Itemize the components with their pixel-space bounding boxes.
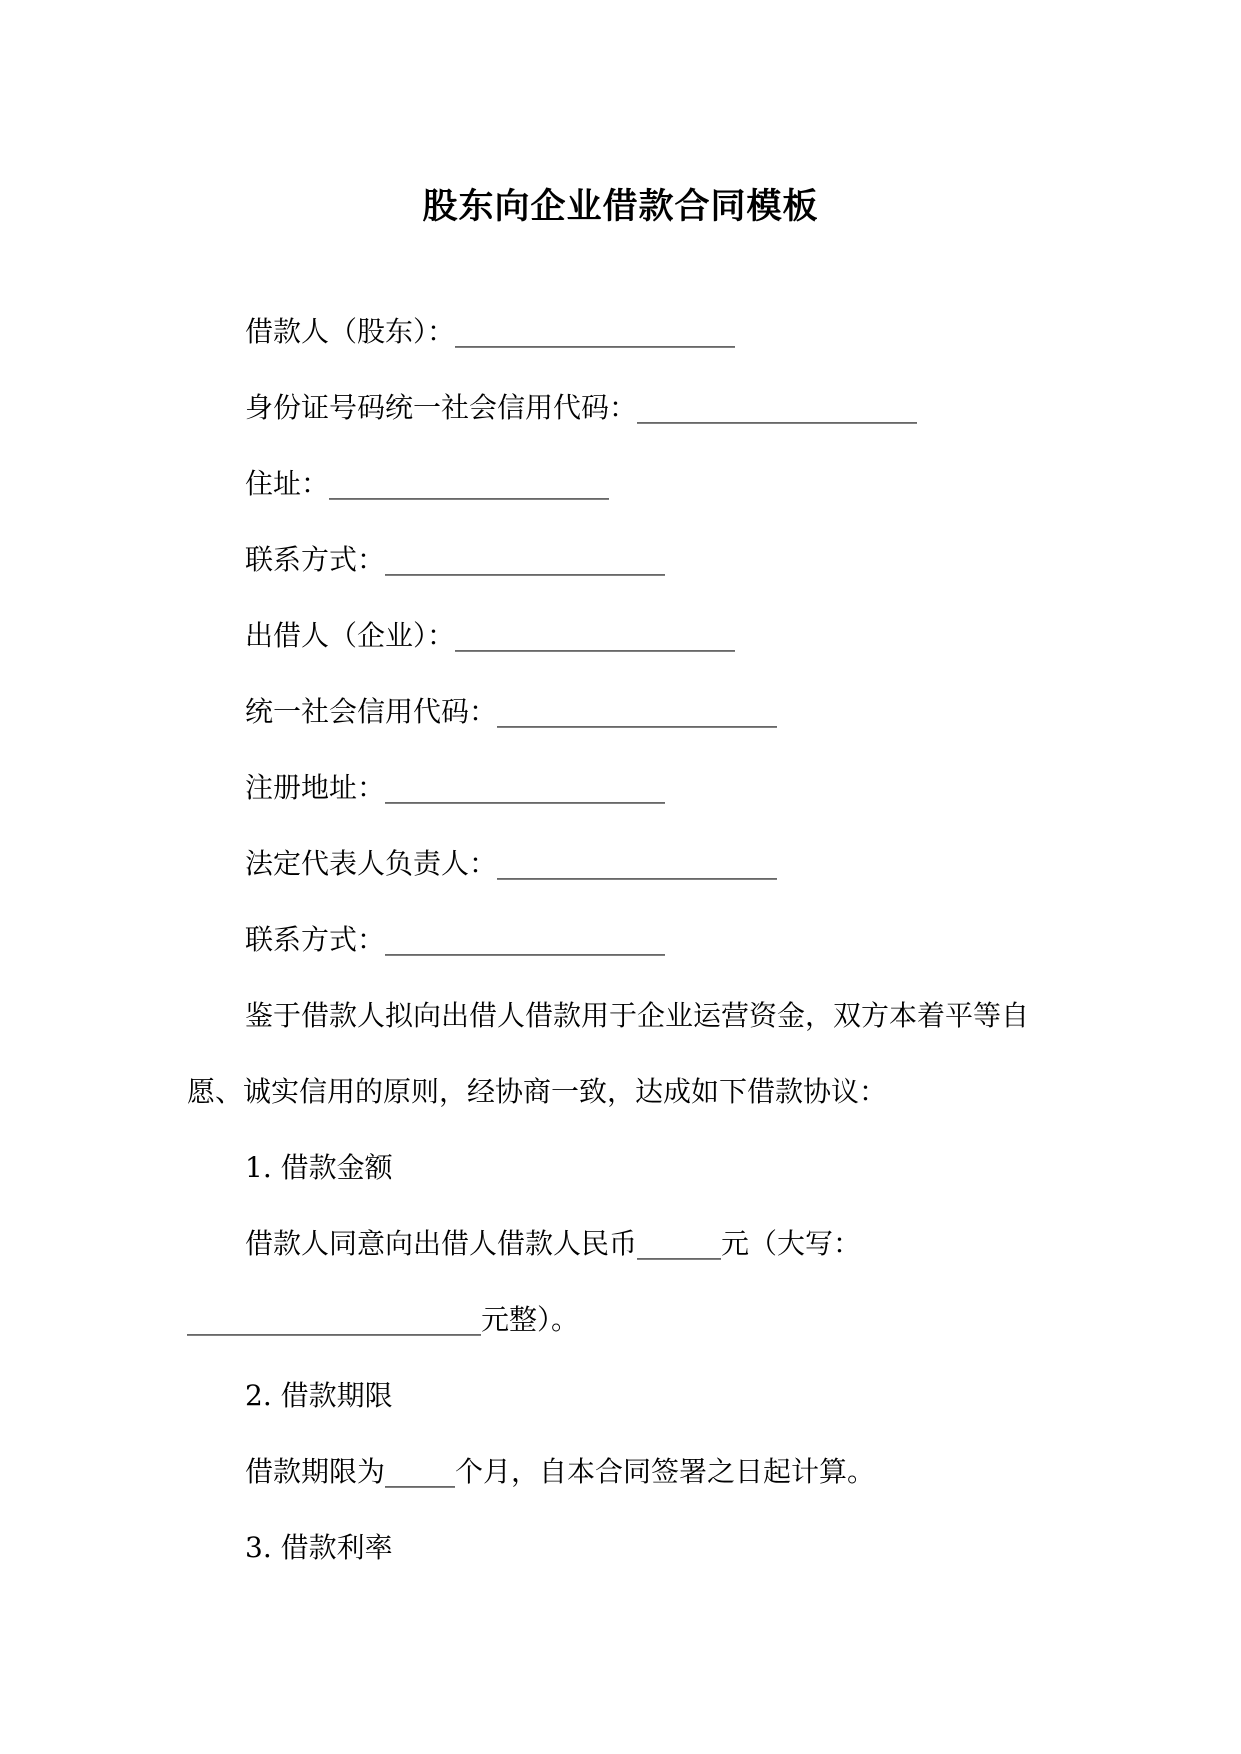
lender-representative-field: 法定代表人负责人：____________________ — [245, 847, 778, 880]
lender-address-field: 注册地址：____________________ — [245, 771, 666, 804]
lender-credit-code-field: 统一社会信用代码：____________________ — [245, 695, 778, 728]
lender-name-field: 出借人（企业）：____________________ — [245, 619, 736, 652]
borrower-id-field: 身份证号码统一社会信用代码：____________________ — [245, 391, 918, 424]
borrower-address-field: 住址：____________________ — [245, 467, 610, 500]
section-2-text: 借款期限为_____个月，自本合同签署之日起计算。 — [245, 1455, 876, 1488]
preamble-line-2: 愿、诚实信用的原则，经协商一致，达成如下借款协议： — [187, 1075, 888, 1108]
section-1-text-line-1: 借款人同意向出借人借款人民币______元（大写： — [245, 1227, 862, 1260]
section-1-heading: 1. 借款金额 — [245, 1151, 393, 1184]
borrower-contact-field: 联系方式：____________________ — [245, 543, 666, 576]
preamble-line-1: 鉴于借款人拟向出借人借款用于企业运营资金，双方本着平等自 — [245, 999, 1030, 1032]
section-3-heading: 3. 借款利率 — [245, 1531, 393, 1564]
document-title: 股东向企业借款合同模板 — [422, 186, 819, 227]
lender-contact-field: 联系方式：____________________ — [245, 923, 666, 956]
borrower-name-field: 借款人（股东）：____________________ — [245, 315, 736, 348]
section-2-heading: 2. 借款期限 — [245, 1379, 393, 1412]
section-1-text-line-2: _____________________元整）。 — [187, 1303, 580, 1336]
